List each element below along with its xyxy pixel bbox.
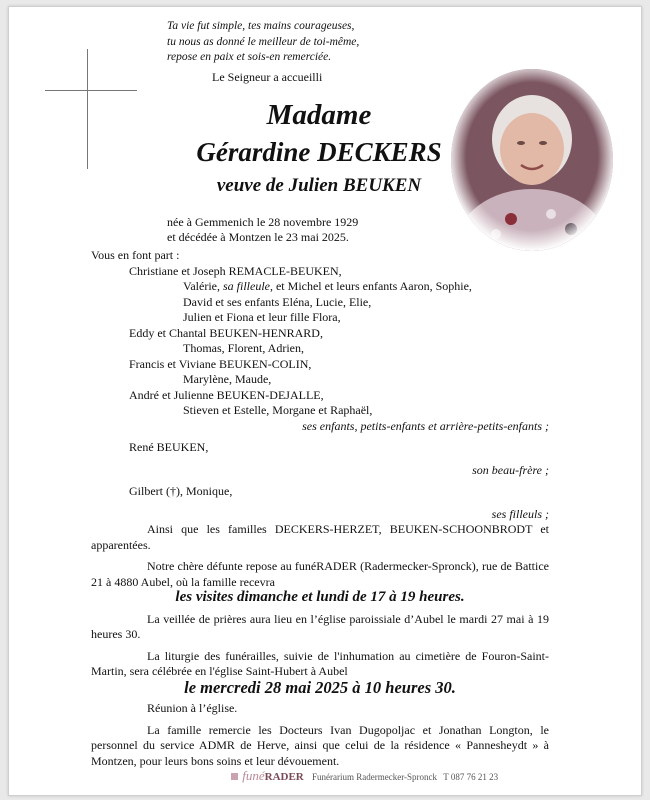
portrait-photo	[451, 69, 613, 251]
cross-vertical	[87, 49, 88, 169]
family-line	[91, 279, 549, 295]
gilbert-role: ses filleuls ;	[491, 506, 549, 521]
families-text: Ainsi que les familles DECKERS-HERZET, BEUKEN-SCHOONBRODT et apparentées.	[91, 522, 549, 552]
funeral-date: le mercredi 28 mai 2025 à 10 heures 30.	[184, 677, 456, 697]
veillee-text: La veillée de prières aura lieu en l’église paroissiale d’Aubel le mardi 27 mai à 19 heures 30.	[91, 611, 549, 641]
deceased-name: Gérardine DECKERS	[196, 137, 442, 167]
poem	[167, 19, 359, 66]
logo-square-icon	[231, 773, 238, 780]
phone-number: T 087 76 21 23	[443, 772, 499, 782]
obituary-page	[8, 6, 642, 796]
announcement-body	[91, 248, 549, 769]
family-line: Marylène, Maude,	[183, 372, 272, 386]
poem-line: tu nous as donné le meilleur de toi-même,	[167, 35, 360, 48]
thanks-text: La famille remercie les Docteurs Ivan Dugopoljac et Jonathan Longton, le personnel du service ADMR de Herve, ainsi que celui de la résidence « Pannesheydt » à Montzen, pour leurs bons soins et leur dévouement.	[91, 722, 549, 768]
family-line: Christiane et Joseph REMACLE-BEUKEN,	[129, 263, 342, 278]
family-line: Eddy et Chantal BEUKEN-HENRARD,	[129, 325, 323, 340]
family-line: Stieven et Estelle, Morgane et Raphaël,	[183, 403, 373, 417]
family-line: André et Julienne BEUKEN-DEJALLE,	[129, 387, 324, 402]
title: Madame	[266, 99, 372, 131]
intro-text: Vous en font part :	[91, 248, 180, 262]
portrait-illustration	[451, 69, 613, 251]
children-role: ses enfants, petits-enfants et arrière-petits-enfants ;	[302, 418, 549, 433]
repose-text: Notre chère défunte repose au funéRADER (Radermecker-Spronck), rue de Battice 21 à 4880 Aubel, où la famille recevra	[91, 559, 549, 589]
family-line-role: sa filleule	[222, 279, 270, 293]
logo-part-a: funé	[242, 768, 265, 783]
company-name: Funérarium Radermecker-Spronck	[312, 772, 438, 782]
dates-block	[167, 215, 358, 245]
widow-of: veuve de Julien BEUKEN	[216, 175, 422, 196]
family-line: Francis et Viviane BEUKEN-COLIN,	[129, 356, 312, 371]
family-line-part: , et Michel et leurs enfants Aaron, Sophie,	[269, 279, 472, 293]
family-line-part: Valérie,	[183, 279, 223, 293]
death-text: et décédée à Montzen le 23 mai 2025.	[167, 230, 349, 244]
family-line: Thomas, Florent, Adrien,	[183, 341, 304, 355]
liturgie-text: La liturgie des funérailles, suivie de l'inhumation au cimetière de Fouron-Saint-Martin, sera célébrée en l'église Saint-Hubert à Aubel	[91, 648, 549, 678]
rene-role: son beau-frère ;	[472, 462, 549, 477]
birth-text: née à Gemmenich le 28 novembre 1929	[167, 215, 359, 229]
cross-horizontal	[45, 90, 137, 91]
poem-line: repose en paix et sois-en remerciée.	[167, 51, 332, 63]
reunion-text: Réunion à l’église.	[147, 701, 238, 715]
gilbert-text: Gilbert (†), Monique,	[129, 484, 233, 498]
welcome-text: Le Seigneur a accueilli	[212, 70, 323, 84]
poem-line: Ta vie fut simple, tes mains courageuses,	[167, 20, 355, 32]
funeral-home-footer	[231, 768, 498, 784]
family-line: Julien et Fiona et leur fille Flora,	[183, 310, 341, 324]
rene-text: René BEUKEN,	[129, 440, 209, 454]
visits-text: les visites dimanche et lundi de 17 à 19 heures.	[175, 589, 465, 605]
family-line: David et ses enfants Eléna, Lucie, Elie,	[183, 294, 372, 309]
logo-part-b: RADER	[264, 771, 304, 783]
